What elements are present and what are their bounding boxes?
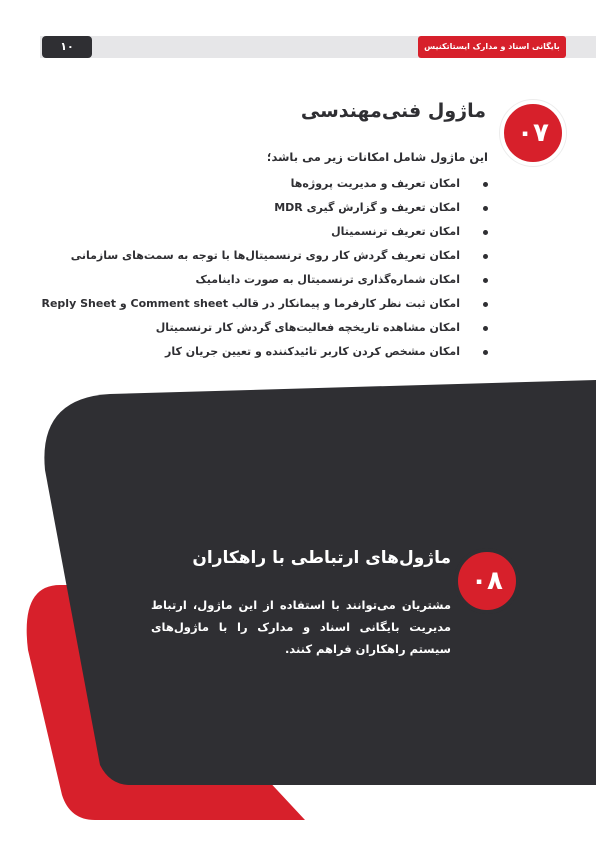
list-item-text: امکان تعریف و مدیریت پروژه‌ها [290, 177, 460, 190]
list-item [18, 172, 488, 196]
list-item-text: امکان شماره‌گذاری ترنسمیتال به صورت داینامیک [195, 273, 460, 286]
document-title-tab: بایگانی اسناد و مدارک ایستا‌تکنیس [418, 36, 566, 58]
list-item-text: امکان تعریف ترنسمیتال [331, 225, 460, 238]
bullet-icon [483, 182, 488, 187]
list-item [18, 292, 488, 316]
bullet-icon [483, 302, 488, 307]
list-item-text: امکان تعریف گردش کار روی ترنسمیتال‌ها با توجه به سمت‌های سازمانی [70, 249, 460, 262]
list-item [18, 220, 488, 244]
section-number-badge: ۰۸ [454, 548, 520, 614]
list-item [18, 196, 488, 220]
list-item-text: امکان مشاهده تاریخچه فعالیت‌های گردش کار ترنسمیتال [155, 321, 460, 334]
bullet-icon [483, 326, 488, 331]
page-number: ۱۰ [42, 36, 92, 58]
bullet-icon [483, 278, 488, 283]
section-body: مشتریان می‌توانند با استفاده از این ماژول، ارتباط مدیریت بایگانی اسناد و مدارک را با ماژول‌های سیستم راهکاران فراهم کنند. [151, 598, 451, 656]
list-item-text: امکان مشخص کردن کاربر تائیدکننده و تعیین جریان کار [165, 345, 460, 358]
bullet-icon [483, 206, 488, 211]
bullet-icon [483, 350, 488, 355]
section-intro: این ماژول شامل امکانات زیر می باشد؛ [266, 150, 488, 164]
list-item [18, 340, 488, 364]
list-item [18, 244, 488, 268]
list-item [18, 268, 488, 292]
section-number-badge: ۰۷ [500, 100, 566, 166]
bullet-icon [483, 254, 488, 259]
section-title: ماژول فنی‌مهندسی [300, 100, 486, 122]
section-title: ماژول‌های ارتباطی با راهکاران [192, 548, 451, 568]
feature-list [18, 172, 488, 364]
bullet-icon [483, 230, 488, 235]
list-item [18, 316, 488, 340]
list-item-text: امکان تعریف و گزارش گیری MDR [274, 201, 460, 214]
list-item-text: امکان ثبت نظر کارفرما و پیمانکار در قالب Comment sheet و Reply Sheet [41, 297, 460, 310]
